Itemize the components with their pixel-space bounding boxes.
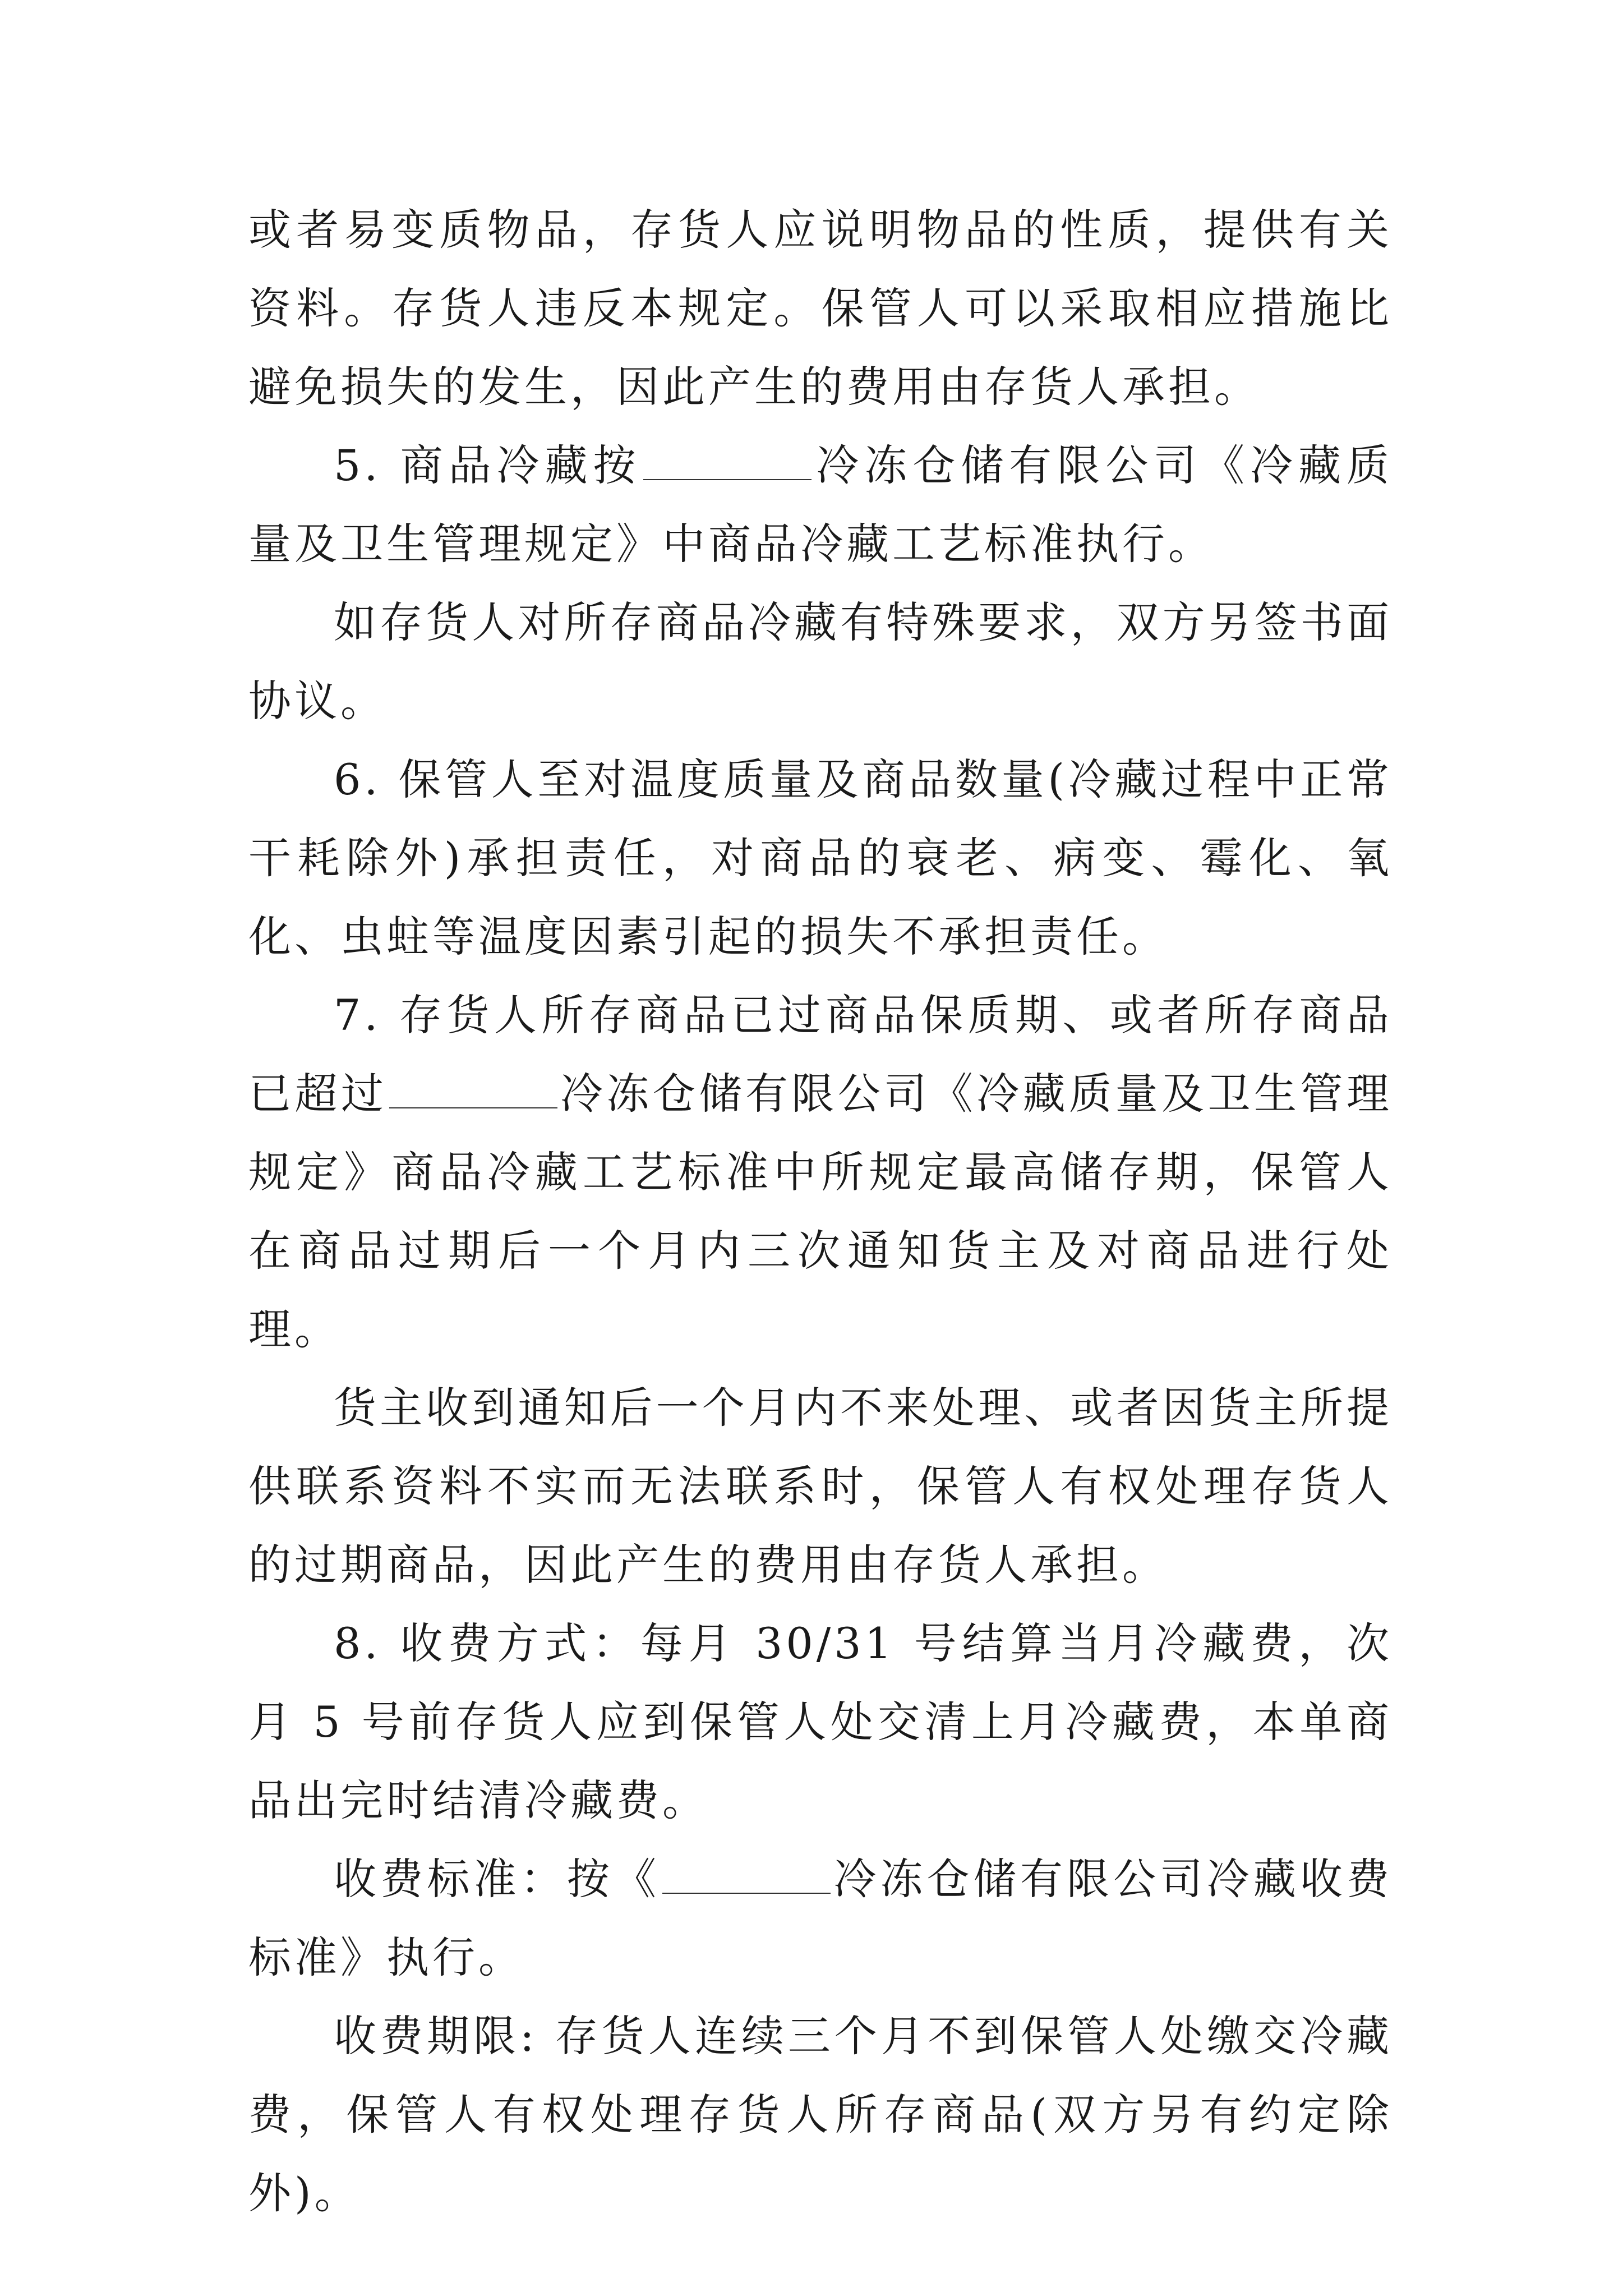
paragraph-fee-standard — [248, 1840, 1393, 1997]
paragraph-clause-7 — [248, 976, 1393, 1369]
paragraph-text: 收费期限: 存货人连续三个月不到保管人处缴交冷藏费，保管人有权处理存货人所存商品(双方另有约定除外)。 — [248, 2011, 1393, 2218]
fee-standard-text-start: 收费标准：按《 — [334, 1854, 661, 1904]
paragraph-fee-deadline — [248, 1997, 1393, 2233]
paragraph-text: 或者易变质物品，存货人应说明物品的性质，提供有关资料。存货人违反本规定。保管人可以采取相应措施比避免损失的发生，因此产生的费用由存货人承担。 — [248, 205, 1393, 412]
clause-5-text-start: 5. 商品冷藏按 — [334, 440, 642, 490]
clause-7-text-end: 冷冻仓储有限公司《冷藏质量及卫生管理规定》商品冷藏工艺标准中所规定最高储存期，保管人在商品过期后一个月内三次通知货主及对商品进行处理。 — [248, 1069, 1393, 1354]
clause-5-text-end: 冷冻仓储有限公司《冷藏质量及卫生管理规定》中商品冷藏工艺标准执行。 — [248, 440, 1393, 569]
fill-in-blank — [662, 1892, 831, 1894]
paragraph-text: 如存货人对所存商品冷藏有特殊要求，双方另签书面协议。 — [248, 597, 1393, 726]
paragraph-clause-8 — [248, 1604, 1393, 1840]
paragraph-goods-nature — [248, 191, 1393, 426]
fee-standard-text-end: 冷冻仓储有限公司冷藏收费标准》执行。 — [248, 1854, 1393, 1982]
document-body — [248, 191, 1393, 2233]
paragraph-text: 8. 收费方式：每月 30/31 号结算当月冷藏费，次月 5 号前存货人应到保管人处交清上月冷藏费，本单商品出完时结清冷藏费。 — [248, 1618, 1393, 1825]
paragraph-text: 6. 保管人至对温度质量及商品数量(冷藏过程中正常干耗除外)承担责任，对商品的衰老、病变、霉化、氧化、虫蛀等温度因素引起的损失不承担责任。 — [248, 754, 1393, 961]
paragraph-special-requirements — [248, 583, 1393, 740]
fill-in-blank — [389, 1107, 557, 1108]
clause-7-text-start: 7. 存货人所存商品已过商品保质期、或者所存商品已超过 — [248, 990, 1393, 1119]
paragraph-clause-6 — [248, 740, 1393, 976]
fill-in-blank — [643, 478, 811, 480]
paragraph-clause-5 — [248, 426, 1393, 583]
paragraph-owner-notice — [248, 1369, 1393, 1604]
paragraph-text: 货主收到通知后一个月内不来处理、或者因货主所提供联系资料不实而无法联系时，保管人有权处理存货人的过期商品，因此产生的费用由存货人承担。 — [248, 1383, 1393, 1590]
